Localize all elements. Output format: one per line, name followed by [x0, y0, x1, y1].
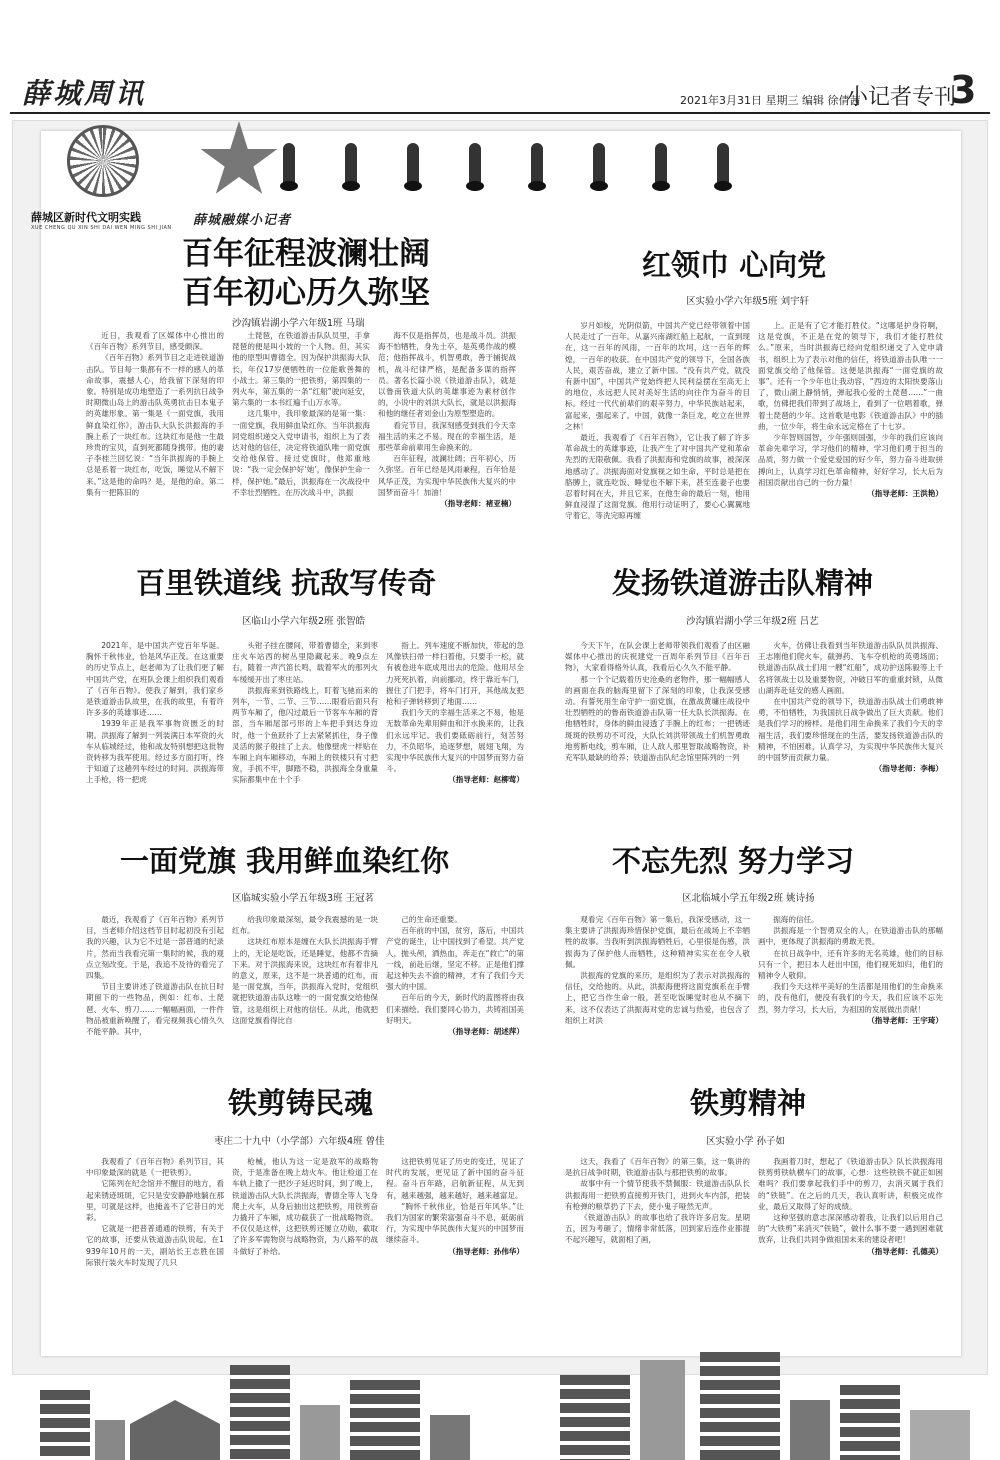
- article-paragraph: 振海的信任。: [773, 915, 819, 924]
- article-3-headline: 百里铁道线 抗敌写传奇: [136, 566, 437, 600]
- article-paragraph: 观看完《百年百物》第一集后，我深受感动，这一集主要讲了洪振海珍惜保护党旗，最后在战场上不幸牺牲的故事。当我听到洪振海牺牲后，心里很是伤感，洪振海为了保护他人而牺牲，这种精神实实在在令人敬佩。: [565, 915, 750, 969]
- article-6-column-1: [565, 914, 750, 1064]
- article-paragraph: 我画着刀时，想起了《铁道游击队》队长洪振海用铁剪剪铁轨横车门的故事，心想：这些铁铁不就正如困难吗？我们要拿起我们手中的剪刀，去消灭属于我们的“铁链”。在之后的几天，我认真听讲，积极完成作业，最后又取得了好的成绩。: [758, 1157, 943, 1211]
- article-5-column-3: [386, 914, 524, 1044]
- article-paragraph: 《百年百物》系列节目之走进铁道游击队。节目每一集都有不一样的感人的革命故事，震撼人心，给我留下深刻的印象。特别是成功地塑造了一系列抗日战争时期微山岛上的游击队英勇抗击日本鬼子的英雄形象。第一集是《一面党旗，我用鲜血染红你》，游击队大队长洪振海的手腕上系了一块红布。这块红布是他一生最珍贵的宝贝，直到死都随身携带。他的妻子李桂兰回忆说：“当年洪振海的手腕上总是系着一块红布，吃饭，睡觉从不解下来。”这是他的命吗？是，是他的命。第二集有一把陈旧的: [86, 353, 224, 497]
- media-label: 薛城融媒小记者: [193, 213, 292, 228]
- building-icon: [95, 1420, 125, 1460]
- article-paragraph: 少年智则国智，少年强则国强，少年的我们应该向革命先辈学习，学习他们的精神，学习他们勇于担当的品质，努力做一个爱党爱国的好少年，努力奋斗进取拼搏向上，认真学习红色革命精神，好好学习，长大后为祖国贡献出自己的一份力量！: [758, 433, 943, 487]
- article-2-byline: 区实验小学六年级5班 刘宇轩: [686, 296, 810, 307]
- article-paragraph: 上。正是有了它才能打胜仗。“这哪是护身符啊，这是党旗，不正是在党的领导下，我们才能打胜仗么。”原来，当时洪振海已经向党组织递交了入党申请书，组织上为了表示对他的信任，将铁道游击队唯一一面党旗交给了他保管。这便是洪振海“一面党旗的故事”。还有一个少年也让我动容，“西边的太阳快要落山了，微山湖上静悄悄，弹起我心爱的土琵琶……”一曲歌，仿佛把我们带到了战场上，看到了一位唱着歌，弹着土琵琶的少年。这首歌是电影《铁道游击队》中的插曲，一位少年，将生命永远定格在了十七岁。: [758, 321, 943, 431]
- article-paragraph: 1939年正是我军事物资匮乏的时期。洪振海了解到一列装满日本军资的火车从临城经过，他和战友特别想把这批物资转移为我军使用。经过多方面打听，终于知道了这趟列车经过的时间。洪振海带上手枪，将一把虎: [86, 719, 224, 785]
- article-paragraph: 我们今天的幸福生活来之不易，他是无数革命先辈用鲜血和汗水换来的，让我们永远牢记。我们要砥砺前行，刻苦努力，不负昭华，追逐梦想，展翅飞翔，为实现中华民族伟大复兴的中国梦而努力奋斗。: [386, 708, 524, 774]
- article-paragraph: 土琵琶，在铁道游击队队员里，手拿琵琶的便是叫小坡的一个人物。但，其实他的原型叫曹德全。因为保护洪振海大队长，年仅17岁便牺牲的一位能歌善舞的小战士。第三集的一把铁剪，第四集的一列火车，第五集的一条“红船”驶向延安，第六集的一本书红遍千山万水等。: [232, 331, 370, 408]
- article-paragraph: 今天下午，在队会课上老师带领我们观看了由区融媒体中心推出的庆祝建党一百周年系列节目《百年百物》，大家看得格外认真，我看后心久久不能平静。: [565, 641, 750, 673]
- binder-ring-icon: [407, 143, 419, 191]
- article-paragraph: 2021年，是中国共产党百年华诞。胸怀千秋伟业，恰是风华正茂。在这重要的历史节点上，赵老师为了让我们更了解中国共产党，在班队会课上组织我们观看了《百年百物》。使我了解到，我们家乡是铁道游击队故里，在我的故里，有着许许多多的英雄事迹……: [86, 641, 224, 718]
- article-1-headline-line-2: 百年初心历久弥坚: [182, 275, 430, 311]
- article-paragraph: 这把铁剪见证了历史的变迁，见证了时代的发展，更见证了新中国的奋斗征程。奋斗百年路，启航新征程，从无到有，越来越强，越来越好，越来越富足。: [386, 1157, 524, 1200]
- binder-ring-icon: [593, 143, 605, 191]
- binder-ring-icon: [469, 143, 481, 191]
- article-7-headline: 铁剪铸民魂: [228, 1086, 374, 1120]
- building-icon: [230, 1365, 290, 1460]
- star-logo-icon: [199, 121, 279, 201]
- article-paragraph: 头钳子挂在腰间，带着曹德全，来到枣庄火车站西的树丛里隐藏起来。晚9点左右，随着一声汽笛长鸣，载着军火的那列火车缓缓开出了枣庄站。: [232, 641, 378, 684]
- article-paragraph: 我们今天这样平美好的生活都是用他们的生命换来的，没有他们，便没有我们的今天，我们应该不忘先烈，努力学习，长大后，为祖国的发展做出贡献！: [758, 982, 943, 1014]
- teacher-credit: （指导老师：王洪艳）: [867, 489, 943, 499]
- article-paragraph: 那一个个记载着历史沧桑的老物件，那一幅幅感人的画面在我的脑海里留下了深刻的印象，让我深受感动。有誓死用生命守护一面党旗，在激战黄墉庄战役中壮烈牺牲的的鲁南铁道游击队第一任大队长洪振海。在他牺牲时，身体的鲜血浸透了手腕上的红布；一把锈迹斑斑的铁剪功不可没，大队长刘洪带领战士们机智勇敢地剪断电线，剪车厢，让人敌人那里智取战略物资，补充军队最缺的给养；铁道游击队纪念馆里陈列的一列: [565, 674, 750, 763]
- teacher-credit: （指导老师：褚亚楠）: [440, 499, 516, 509]
- sunburst-logo-icon: [67, 125, 139, 197]
- article-paragraph: 它陈列在纪念馆并不醒目的地方，看起来锈迹斑斑，它只是安安静静地躺在那里，可就是这样，也掩盖不了它昔日的光彩。: [86, 1179, 224, 1223]
- article-paragraph: 这几集中，我印象最深的是第一集：一面党旗，我用鲜血染红你。当年洪振海同党组织递交入党申请书，组织上为了表达对他的信任，决定将铁道队唯一面党旗交给他保管。接过党旗时，他郑重地说：“我一定会保护好‘她’，像保护生命一样，保护她。”最后，洪振海在一次战役中不幸壮烈牺牲。在历次战斗中，洪振: [232, 409, 370, 497]
- article-7-column-1: [86, 1156, 224, 1286]
- article-6-column-2: [758, 914, 943, 1064]
- article-6-headline: 不忘先烈 努力学习: [612, 844, 855, 878]
- building-icon: [840, 1385, 900, 1460]
- article-4-headline: 发扬铁道游击队精神: [612, 566, 874, 600]
- article-paragraph: 洪振海的党旗的来历，是组织为了表示对洪振海的信任，交给他的。从此，洪振海便将这面党旗系在手臂上，把它当作生命一般，甚至吃饭睡觉时也从不摘下来，这不仅表达了洪振海对党的忠诚与热爱，也包含了组织上对洪: [565, 971, 750, 1025]
- article-6-byline: 区北临城小学五年级2班 姚诗扬: [682, 893, 815, 904]
- building-icon: [790, 1400, 830, 1460]
- article-paragraph: 最近，我观看了《百年百物》，它让我了解了许多革命战士的英雄事迹，让我产生了对中国共产党和革命先烈的无限敬佩。我看了洪振海和党旗的故事，被深深地感动了。洪振海面对党旗视之如生命，平时总是把在胳膊上，就连吃饭、睡觉也不解下来，甚至连妻子也要忍着时间在大，并且它来，在他生命的最后一刻，他用鲜血浸湿了这面党旗。他用行动证明了，要心心翼翼地守着它，等洗完晾再缠: [565, 433, 750, 520]
- teacher-credit: （指导老师：李梅）: [874, 764, 943, 774]
- teacher-credit: （指导老师：王宇琦）: [867, 1015, 943, 1025]
- article-paragraph: 在中国共产党的领导下，铁道游击队战士们勇敢神勇，不怕牺牲，为我国抗日战争做出了巨大贡献。他们是我们学习的榜样。是他们用生命换来了我们今天的幸福生活，我们要珍惜现在的生活，要发扬铁道游击队的精神，不怕困难，认真学习，为实现中华民族伟大复兴的中国梦而贡献力量。: [758, 697, 943, 763]
- article-paragraph: 《铁道游击队》的故事也给了我许许多启发。星期五，因为考砸了，情绪非常低落，回到家后连作业都提不起兴趣写，就面相了画，: [565, 1213, 750, 1245]
- article-paragraph: 这种坚强的意志深深感动着我，让我们以后用自己的“大铁剪”来消灭“铁链”，做什么事不要一遇到困难就放弃，让我们共同争做祖国未来的建设者吧！: [758, 1213, 943, 1245]
- page-number: 3: [950, 68, 977, 112]
- masthead-rule: [10, 112, 990, 114]
- article-paragraph: 洪振海来到铁路线上，盯着飞驰而来的列车，一节、二节、三节……眼看后面只有两节车厢了，他闪过最后一节客车车厢的背部，当车厢尾部弓形的上车把手到达身边时，他一个鱼跃扑了上去紧紧抓住，身子像灵活的猴子般挂了上去。他像壁虎一样贴在车厢上向车厢移动，车厢上的铁楼只有寸把宽，手抓不牢，脚踏不稳，洪振海全身重量实际都集中在十个手: [232, 685, 378, 785]
- building-icon: [430, 1415, 470, 1460]
- article-paragraph: 这天，我看了《百年百物》的第三集，这一集讲的是抗日战争时期，铁道游击队与那把铁剪的故事。: [565, 1157, 750, 1178]
- article-5-column-2: [232, 914, 378, 1044]
- city-skyline-decoration: [0, 1352, 1000, 1460]
- article-paragraph: 海不仅是指挥员，也是战斗员。洪振海不怕牺牲，身先士卒，是英勇作战的模范；他指挥战斗，机智勇敢，善于捕捉战机，战斗纪律严格，是配备多谋的指挥员。著名长篇小说《铁道游击队》，就是以鲁南铁道大队的英雄事迹为素材创作的，小说中的刘洪大队长，就是以洪振海和他的继任者刘金山为原型塑造的。: [378, 331, 516, 419]
- teacher-credit: （指导老师：孙伟华）: [448, 1246, 524, 1256]
- binder-rings: [283, 143, 743, 191]
- article-7-byline: 枣庄二十九中（小学部）六年级4班 曾佳: [214, 1136, 385, 1147]
- article-paragraph: 故事中有一个情节使我不禁佩服：铁道游击队队长洪振海用一把铁剪直接剪开铁门，进到火车内部，把装有枪弹的粮草扔了下去，使小鬼子哑然无声。: [565, 1179, 750, 1211]
- article-1-column-1: [86, 330, 224, 540]
- article-paragraph: 在抗日战争中，还有许多的无名英雄，他们的目标只有一个，把日本人赶出中国，他们视死如归，他们的精神令人敬仰。: [758, 948, 943, 981]
- article-paragraph: 洪振海是一个智勇双全的人，在铁道游击队的那幅画中，更体现了洪振海的勇敢无畏。: [758, 926, 943, 947]
- article-paragraph: “胸怀千秋伟业，恰是百年风华。”让我们为国家的繁荣富强奋斗不息，砥砺前行，为实现中华民族伟大复兴的中国梦而继续奋斗。: [386, 1201, 524, 1245]
- building-icon: [640, 1360, 685, 1460]
- article-7-column-3: [386, 1156, 524, 1286]
- article-8-column-2: [758, 1156, 943, 1286]
- binder-ring-icon: [283, 143, 295, 191]
- article-5-byline: 区临城实验小学五年级3班 王冠茗: [232, 893, 375, 904]
- teacher-credit: （指导老师：赵柳莺）: [448, 775, 524, 785]
- building-icon: [910, 1410, 970, 1460]
- masthead: [0, 0, 1000, 118]
- teacher-credit: （指导老师：孔德美）: [867, 1246, 943, 1256]
- building-icon: [350, 1380, 420, 1460]
- newspaper-logo: 薛城周讯: [22, 77, 147, 110]
- article-paragraph: 火车，仿佛让我看到当年铁道游击队队员洪振海、王志刚他们爬火车，截弹药、飞车夺机枪的英勇场面；铁道游击队战士们用一艘“红船”，成功护送陈毅等上千名将领战士以及重要物资，冲破日军的重重封锁，从微山湖奔赴延安的感人画面。: [758, 641, 943, 695]
- article-1-column-2: [232, 330, 370, 540]
- article-8-byline: 区实验小学 孙子如: [706, 1136, 786, 1147]
- civilization-brand: [31, 125, 183, 237]
- article-paragraph: 百年前的中国，贫穷，落后，中国共产党的诞生，让中国找到了希望。共产党人，抛头颅，洒热血，奔走在“救亡”的第一线，前赴后继，坚定不移。正是他们撑起这种失去不渝的精神，才有了我们今天强大的中国。: [386, 926, 524, 992]
- article-4-column-2: [758, 640, 943, 800]
- civilization-sublabel: XUE CHENG QU XIN SHI DAI WEN MING SHI JIAN: [31, 225, 172, 231]
- pagoda-icon: [130, 1400, 220, 1460]
- article-paragraph: 给我印象最深刻，最令我震撼的是一块红布。: [232, 915, 378, 936]
- article-3-column-3: [386, 640, 524, 800]
- article-paragraph: 最近，我观看了《百年百物》系列节目，当老师介绍这档节目时起初没有引起我的兴趣，认为它不过是一部普通的纪录片，然而当我看完第一集时的候，我的观点立刻改变。于是，我追不及待的看完了四集。: [86, 915, 224, 981]
- article-2-headline: 红领巾 心向党: [642, 248, 827, 282]
- article-7-column-2: [232, 1156, 378, 1286]
- article-paragraph: 我观看了《百年百物》系列节目，其中印象最深的就是《一把铁剪》。: [86, 1157, 224, 1178]
- article-4-byline: 沙沟镇岩湖小学三年级2班 吕艺: [686, 616, 819, 627]
- article-3-byline: 区临山小学六年级2班 张智皓: [242, 616, 366, 627]
- article-3-column-1: [86, 640, 224, 800]
- article-paragraph: 己的生命还重要。: [401, 915, 462, 924]
- binder-ring-icon: [345, 143, 357, 191]
- article-paragraph: 指上。列车速度不断加快，带起的急风像铁扫帚一样扫着他，只要手一松，就有被卷进车底成甩出去的危险。他用尽全力死死扒着，向前挪动，终于靠近车门，握住了门把手，将车门打开，其他战友把枪和子弹转移到了地面……: [386, 641, 524, 707]
- building-icon: [560, 1375, 630, 1460]
- article-paragraph: 看完节目，我深刻感受到我们今天幸福生活的来之不易。现在的幸福生活，是那些革命前辈用生命换来的。: [378, 420, 516, 453]
- article-paragraph: 节目主要讲述了铁道游击队在抗日时期留下的一些物品，例如：红布、土琵琶、火车、剪刀……一幅幅画面，一件件物品被重新唤醒了，看完视频我心情久久不能平静。其中，: [86, 982, 224, 1037]
- article-2-column-2: [758, 320, 943, 520]
- article-1-byline: 沙沟镇岩湖小学六年级1班 马瑞: [232, 318, 365, 329]
- article-paragraph: 这块红布原本是缠在大队长洪振海手臂上的，无论是吃饭，还是睡觉，他都不肯摘下来。对于洪振海来说，这块红布有着非凡的意义，原来，这不是一块普通的红布，而是一面党旗，当年，洪振海入党时，党组织就把铁道游击队这唯一的一面党旗交给他保管，这是组织上对他的信任。从此，他就把这面党旗看得比自: [232, 937, 378, 1025]
- binder-ring-icon: [717, 143, 729, 191]
- article-paragraph: 百年征程，波澜壮阔；百年初心，历久弥坚。百年已经是风雨兼程，百年恰是风华正茂，为实现中华民族伟大复兴的中国梦而奋斗！加油！: [378, 454, 516, 497]
- binder-ring-icon: [531, 143, 543, 191]
- article-paragraph: 近日，我观看了区媒体中心推出的《百年百物》系列节目，感受颇深。: [86, 331, 224, 352]
- building-icon: [300, 1405, 340, 1460]
- article-1-headline-line-1: 百年征程波澜壮阔: [182, 236, 430, 272]
- article-4-column-1: [565, 640, 750, 800]
- article-paragraph: 它就是一把普普通通的铁剪，有关于它的故事，还要从铁道游击队说起。在1939年10月的一天，副站长王志胜在国际银行装火车时发现了几只: [86, 1224, 224, 1267]
- article-8-headline: 铁剪精神: [690, 1086, 807, 1120]
- article-8-column-1: [565, 1156, 750, 1286]
- article-2-column-1: [565, 320, 750, 520]
- binder-ring-icon: [655, 143, 667, 191]
- date-editor-line: 2021年3月31日 星期三 编辑 徐倩茜: [680, 94, 861, 107]
- section-name: 小记者专刊: [846, 85, 957, 110]
- building-icon: [40, 1390, 90, 1460]
- article-3-column-2: [232, 640, 378, 800]
- article-paragraph: 枪械，他认为这一定是敌军的战略物资，于是准备在晚上劫火车。他让检道工在车轨上撒了一把沙子延迟时间，到了晚上，铁道游击队大队长洪振海，曹德全等人飞身爬上火车，从身后抽出这把铁剪，用铁剪奋力撬开了车厢，成功截获了一批战略物资。不仅仅是这样，这把铁剪还屡立功勋，截取了许多军需物资与战略物资，为八路军的战斗做好了补给。: [232, 1157, 378, 1256]
- article-5-headline: 一面党旗 我用鲜血染红你: [120, 844, 450, 878]
- article-5-column-1: [86, 914, 224, 1044]
- building-icon: [700, 1352, 780, 1460]
- article-paragraph: 岁月如梭，光阴似箭，中国共产党已经带领着中国人民走过了一百年。从嘉兴南湖红船上起航，一直到现在，这一百年的风雨，一百年的坎坷，这一百年的辉煌，一百年的收获。在中国共产党的领导下，全国各族人民，艰苦奋战，建立了新中国。“没有共产党，就没有新中国”，中国共产党始终把人民利益摆在至高无上的地位，永远把人民对美好生活的向往作为奋斗的目标。经过一代代前辈们的艰辛努力，中华民族站起来，富起来，强起来了。中国，就像一条巨龙，屹立在世界之林！: [565, 321, 750, 431]
- civilization-label: 薛城区新时代文明实践: [31, 211, 141, 224]
- article-paragraph: 百年后的今天，新时代的蓝图将由我们来描绘。我们要同心协力，共铸祖国美好明天。: [386, 993, 524, 1025]
- article-1-column-3: [378, 330, 516, 540]
- teacher-credit: （指导老师：胡述萍）: [448, 1027, 524, 1037]
